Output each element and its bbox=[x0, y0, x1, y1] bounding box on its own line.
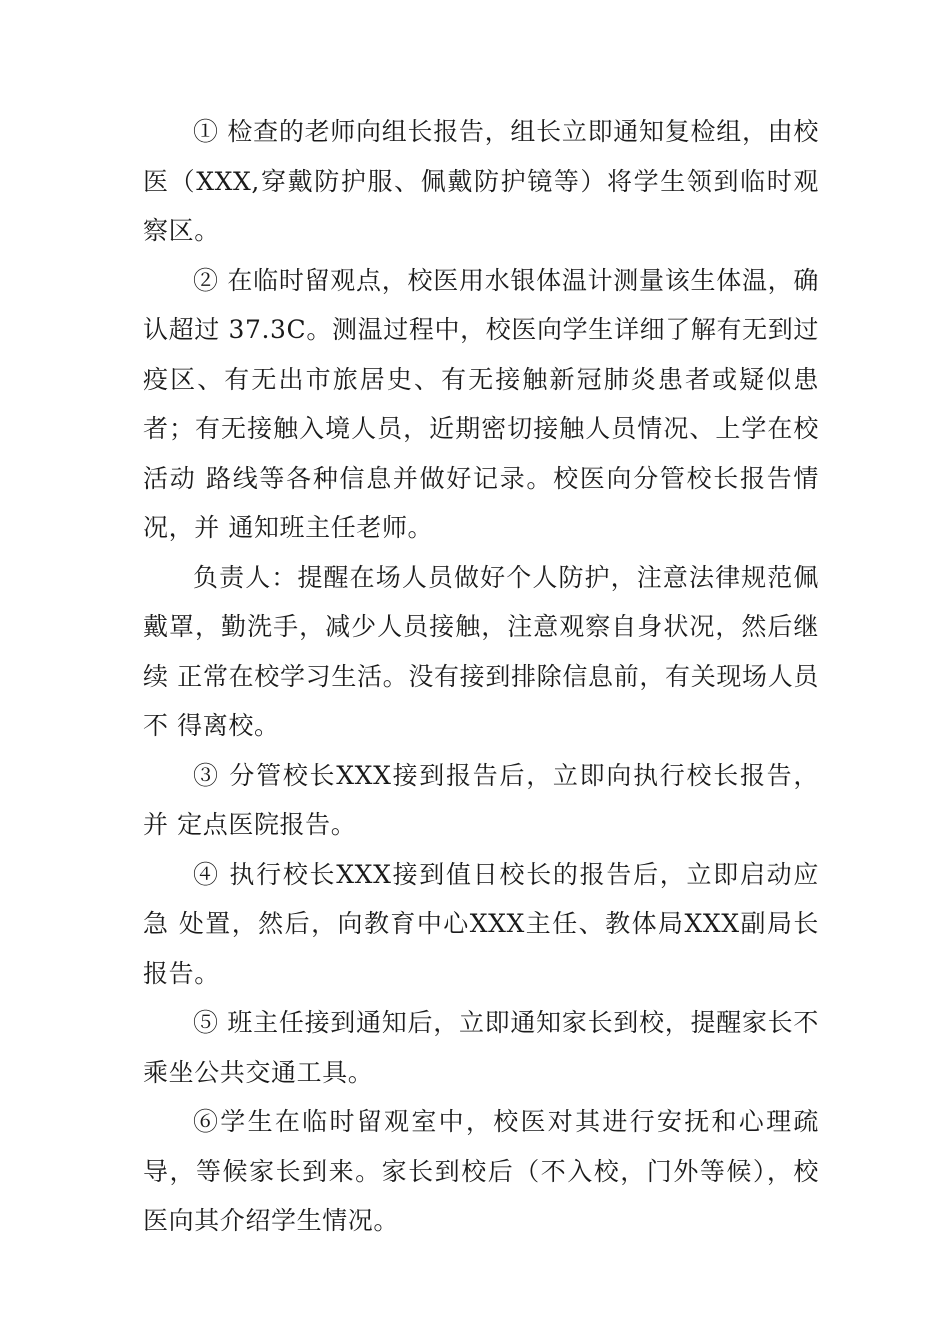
paragraph-step-2: ② 在临时留观点，校医用水银体温计测量该生体温，确认超过 37.3C。测温过程中，校医向学生详细了解有无到过 疫区、有无出市旅居史、有无接触新冠肺炎患者或疑似患者；有无接触入境人员，近期密切接触人员情况、上学在校活动 路线等各种信息并做好记录。校医向分管校长报告情况，并 通知班主任老师。 bbox=[143, 265, 819, 542]
document-body bbox=[143, 107, 819, 1246]
paragraph-step-4: ④ 执行校长XXX接到值日校长的报告后，立即启动应急 处置，然后，向教育中心XXX主任、教体局XXX副局长报告。 bbox=[143, 859, 819, 988]
paragraph-step-3: ③ 分管校长XXX接到报告后，立即向执行校长报告，并 定点医院报告。 bbox=[143, 760, 819, 839]
paragraph-step-1: ① 检查的老师向组长报告，组长立即通知复检组，由校医（XXX,穿戴防护服、佩戴防护镜等）将学生领到临时观 察区。 bbox=[143, 117, 819, 245]
paragraph-step-5: ⑤ 班主任接到通知后，立即通知家长到校，提醒家长不乘坐公共交通工具。 bbox=[143, 1008, 819, 1087]
paragraph-step-6: ⑥学生在临时留观室中，校医对其进行安抚和心理疏 导，等候家长到来。家长到校后（不入校，门外等候），校 医向其介绍学生情况。 bbox=[143, 1107, 819, 1235]
paragraph-responsible-person: 负责人：提醒在场人员做好个人防护，注意法律规范佩戴罩，勤洗手，减少人员接触，注意观察自身状况，然后继续 正常在校学习生活。没有接到排除信息前，有关现场人员不 得离校。 bbox=[143, 562, 819, 740]
